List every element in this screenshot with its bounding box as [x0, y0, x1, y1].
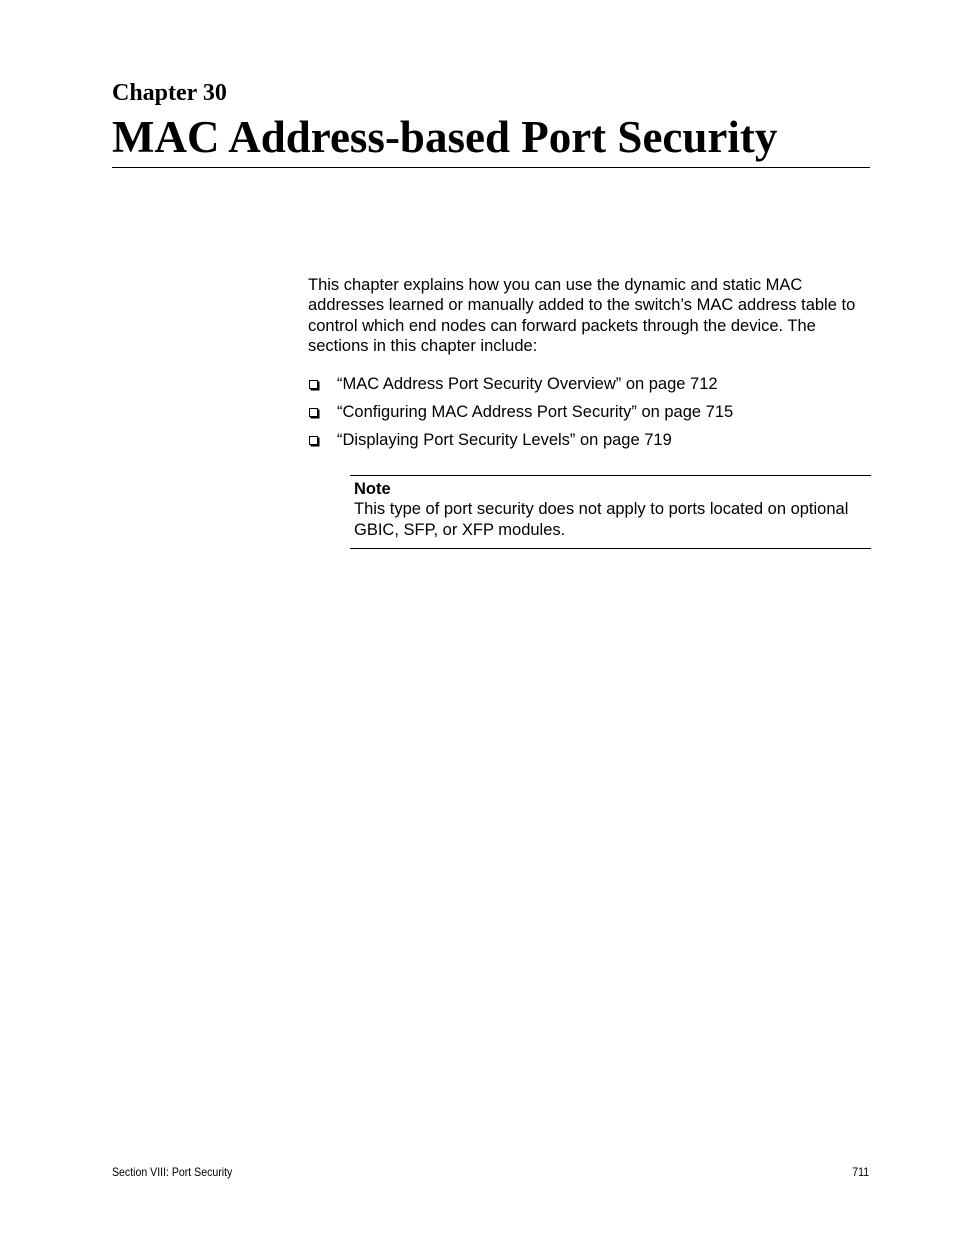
footer-page-number: 711	[852, 1165, 869, 1179]
chapter-title: MAC Address-based Port Security	[112, 112, 778, 162]
section-link-configuring[interactable]	[308, 402, 868, 430]
intro-paragraph: This chapter explains how you can use the dynamic and static MAC addresses learned or manually added to the switch’s MAC address table to control which end nodes can forward packets through the device. The sections in this chapter include:	[308, 276, 856, 356]
checkbox-bullet-icon	[309, 436, 318, 445]
section-link-displaying[interactable]	[308, 430, 868, 458]
section-link-label: “MAC Address Port Security Overview” on page 712	[337, 375, 718, 393]
checkbox-bullet-icon	[309, 408, 318, 417]
note-text: This type of port security does not apply to ports located on optional GBIC, SFP, or XFP modules.	[354, 500, 849, 539]
chapter-label: Chapter 30	[112, 80, 227, 106]
checkbox-bullet-icon	[309, 380, 318, 389]
title-rule	[112, 167, 870, 168]
note-box	[350, 475, 871, 549]
section-link-overview[interactable]	[308, 374, 868, 402]
section-link-list	[308, 374, 868, 458]
footer-section-title: Section VIII: Port Security	[112, 1165, 233, 1179]
section-link-label: “Configuring MAC Address Port Security” on page 715	[337, 403, 734, 421]
note-heading: Note	[354, 480, 391, 498]
section-link-label: “Displaying Port Security Levels” on page 719	[337, 431, 672, 449]
